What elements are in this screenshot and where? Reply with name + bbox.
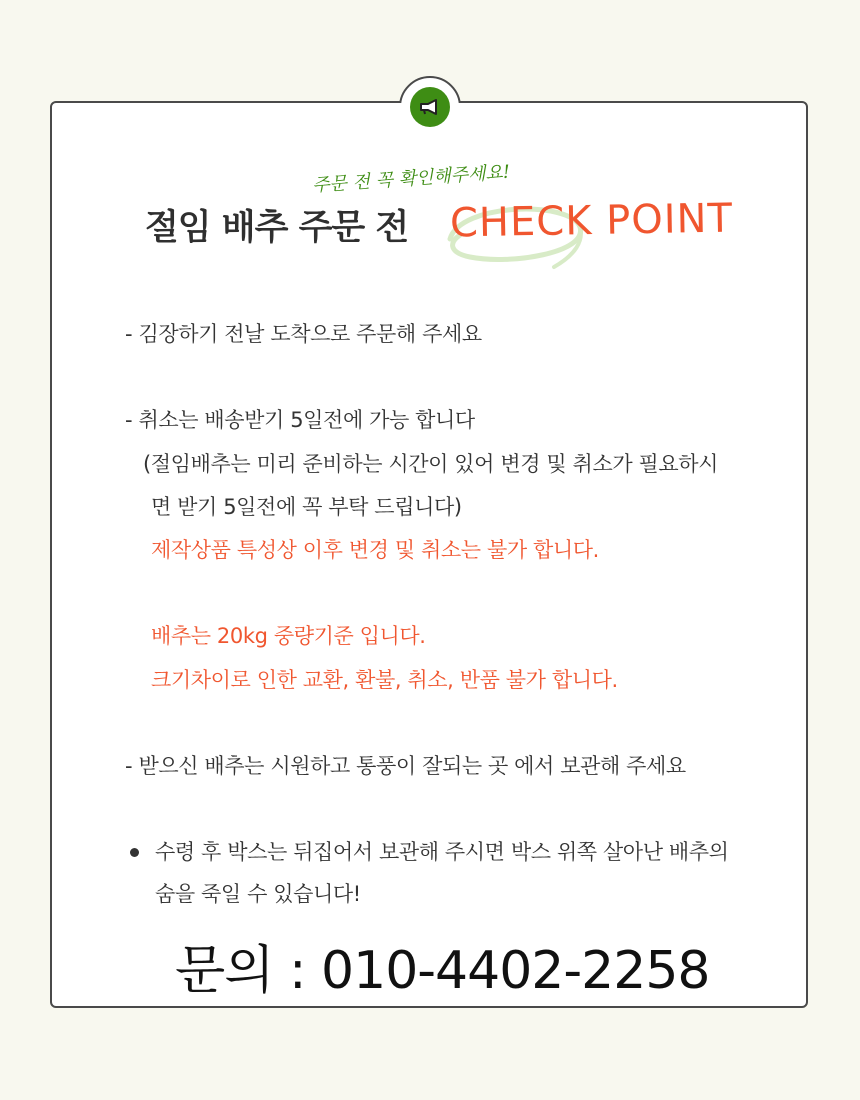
notice-line-8: - 받으신 배추는 시원하고 통풍이 잘되는 곳 에서 보관해 주세요 xyxy=(125,754,686,778)
megaphone-badge xyxy=(410,87,450,127)
notice-line-2: - 취소는 배송받기 5일전에 가능 합니다 xyxy=(125,408,475,432)
page-title: 절임 배추 주문 전 xyxy=(145,208,409,248)
check-point-text: CHECK POINT xyxy=(449,195,734,247)
notice-line-9: 수령 후 박스는 뒤집어서 보관해 주시면 박스 위쪽 살아난 배추의 xyxy=(155,840,729,864)
notice-line-7: 크기차이로 인한 교환, 환불, 취소, 반품 불가 합니다. xyxy=(151,668,618,692)
notice-line-4: 면 받기 5일전에 꼭 부탁 드립니다) xyxy=(151,495,462,519)
contact-phone: 문의 : 010-4402-2258 xyxy=(175,941,710,1001)
notice-line-3: (절임배추는 미리 준비하는 시간이 있어 변경 및 취소가 필요하시 xyxy=(143,452,719,476)
bullet-dot xyxy=(130,848,139,857)
notice-line-5: 제작상품 특성상 이후 변경 및 취소는 불가 합니다. xyxy=(151,538,599,562)
notice-line-6: 배추는 20kg 중량기준 입니다. xyxy=(151,624,426,648)
subtitle: 주문 전 꼭 확인해주세요! xyxy=(311,161,511,197)
notice-line-1: - 김장하기 전날 도착으로 주문해 주세요 xyxy=(125,322,482,346)
notice-line-10: 숨을 죽일 수 있습니다! xyxy=(155,882,361,906)
megaphone-icon xyxy=(418,98,442,116)
